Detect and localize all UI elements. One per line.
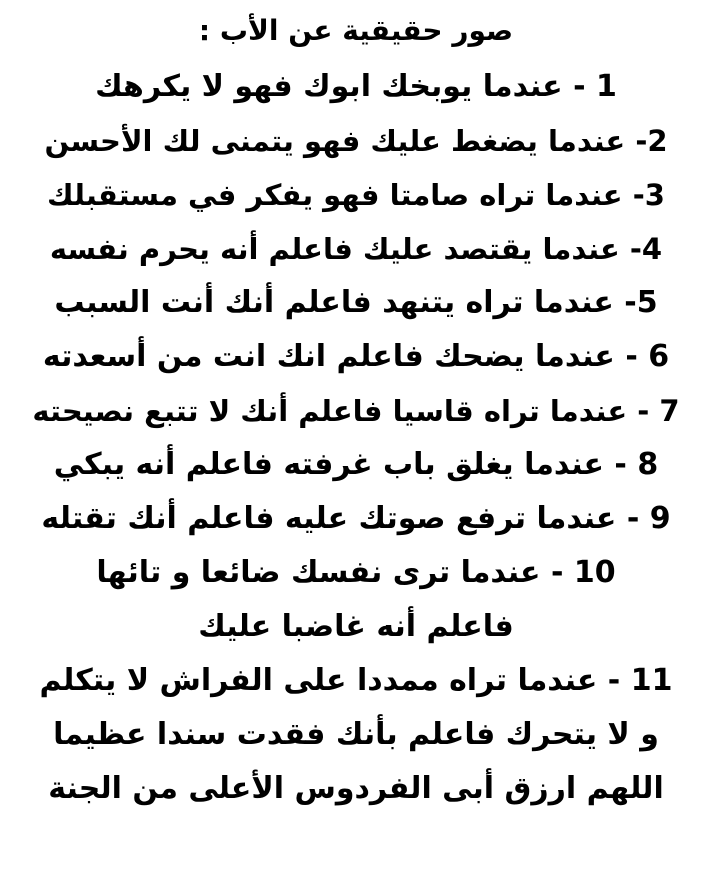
text-line-4: 4- عندما يقتصد عليك فاعلم أنه يحرم نفسه	[49, 232, 663, 266]
text-line-2: 2- عندما يضغط عليك فهو يتمنى لك الأحسن	[44, 124, 668, 158]
text-line-10: 10 - عندما ترى نفسك ضائعا و تائها	[96, 555, 616, 590]
text-line-13: و لا يتحرك فاعلم بأنك فقدت سندا عظيما	[53, 717, 659, 752]
text-line-3: 3- عندما تراه صامتا فهو يفكر في مستقبلك	[47, 178, 665, 212]
text-line-12: 11 - عندما تراه ممددا على الفراش لا يتكلم	[39, 663, 673, 698]
text-line-6: 6 - عندما يضحك فاعلم انك انت من أسعدته	[42, 339, 670, 374]
text-line-14: اللهم ارزق أبى الفردوس الأعلى من الجنة	[48, 771, 664, 806]
page-title: صور حقيقية عن الأب :	[198, 14, 514, 47]
text-line-7: 7 - عندما تراه قاسيا فاعلم أنك لا تتبع نصيحته	[32, 394, 680, 428]
text-line-5: 5- عندما تراه يتنهد فاعلم أنك أنت السبب	[54, 285, 658, 320]
text-line-1: 1 - عندما يوبخك ابوك فهو لا يكرهك	[95, 69, 617, 104]
text-line-8: 8 - عندما يغلق باب غرفته فاعلم أنه يبكي	[53, 447, 659, 482]
text-line-11: فاعلم أنه غاضبا عليك	[198, 609, 514, 644]
text-line-9: 9 - عندما ترفع صوتك عليه فاعلم أنك تقتله	[41, 501, 671, 536]
